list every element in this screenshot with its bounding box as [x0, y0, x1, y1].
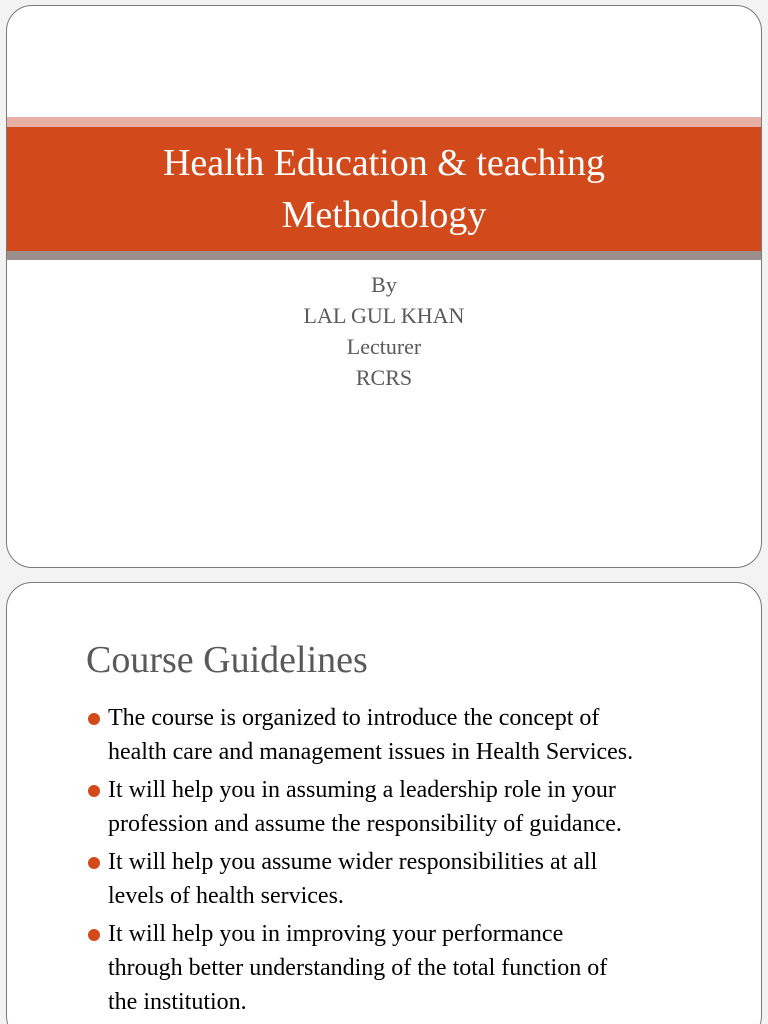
bullet-item	[7, 917, 653, 1019]
content-slide	[6, 582, 762, 1024]
bullet-text	[108, 845, 633, 913]
bullet-line: levels of health services.	[108, 883, 344, 909]
subtitle-institution: RCRS	[355, 365, 413, 390]
title-band	[7, 127, 761, 251]
slide-title-line-1: Health Education & teaching	[162, 142, 606, 184]
bullet-line: It will help you in assuming a leadership role in your	[108, 777, 616, 803]
subtitle-role: Lecturer	[346, 334, 422, 359]
bullet-dot-icon	[88, 857, 100, 869]
bullet-line: The course is organized to introduce the concept of	[108, 705, 600, 731]
bullet-text	[108, 773, 633, 841]
title-band-top-stripe	[7, 117, 761, 127]
bullet-text	[108, 917, 633, 1019]
slide-heading: Course Guidelines	[86, 639, 368, 681]
bullet-item	[7, 701, 653, 769]
bullet-item	[7, 773, 653, 841]
bullet-line: It will help you assume wider responsibilities at all	[108, 849, 598, 875]
bullet-dot-icon	[88, 713, 100, 725]
slide-title	[163, 137, 605, 241]
subtitle-by: By	[371, 272, 397, 297]
slide-subtitle	[7, 269, 761, 393]
title-band-bottom-stripe	[7, 251, 761, 260]
slide-title-line-2: Methodology	[281, 194, 487, 236]
bullet-dot-icon	[88, 929, 100, 941]
bullet-text	[108, 701, 633, 769]
bullet-list	[7, 701, 653, 1023]
title-slide	[6, 5, 762, 568]
bullet-line: health care and management issues in Health Services.	[108, 739, 634, 765]
bullet-dot-icon	[88, 785, 100, 797]
bullet-line: It will help you in improving your performance	[108, 921, 564, 947]
bullet-line: through better understanding of the total function of	[108, 955, 608, 981]
bullet-item	[7, 845, 653, 913]
bullet-line: the institution.	[108, 989, 247, 1015]
subtitle-author: LAL GUL KHAN	[303, 303, 465, 328]
bullet-line: profession and assume the responsibility of guidance.	[108, 811, 622, 837]
